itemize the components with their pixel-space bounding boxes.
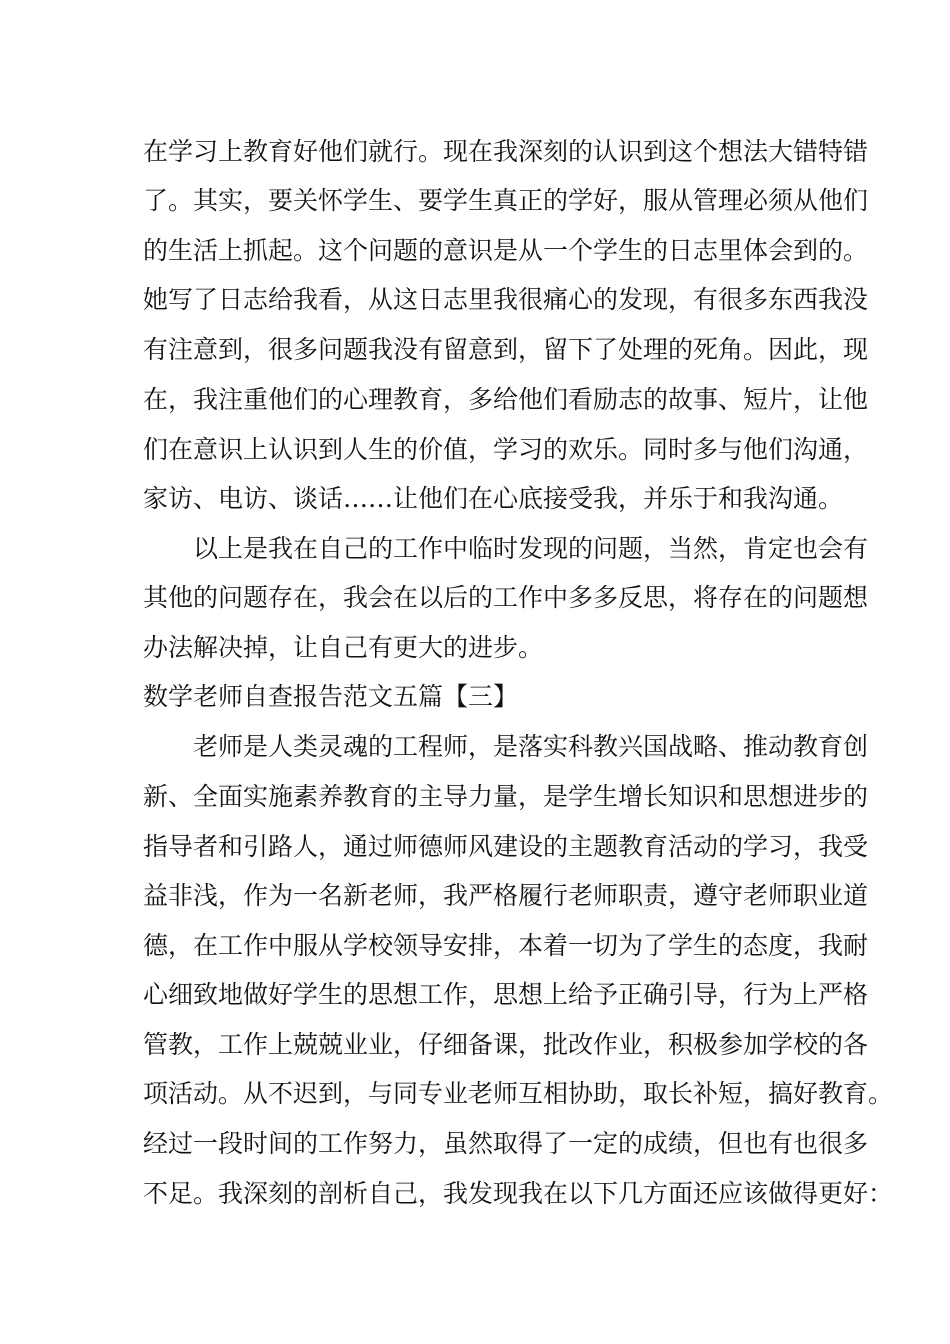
text-line: 了。其实，要关怀学生、要学生真正的学好，服从管理必须从他们 [143, 186, 869, 215]
text-line: 德，在工作中服从学校领导安排，本着一切为了学生的态度，我耐 [143, 931, 869, 960]
text-line: 经过一段时间的工作努力，虽然取得了一定的成绩，但也有也很多 [143, 1129, 869, 1158]
text-line: 新、全面实施素养教育的主导力量，是学生增长知识和思想进步的 [143, 782, 869, 811]
text-line: 项活动。从不迟到，与同专业老师互相协助，取长补短，搞好教育。 [143, 1079, 894, 1108]
text-line: 不足。我深刻的剖析自己，我发现我在以下几方面还应该做得更好： [143, 1179, 894, 1208]
text-line: 办法解决掉，让自己有更大的进步。 [143, 633, 544, 662]
text-line: 她写了日志给我看，从这日志里我很痛心的发现，有很多东西我没 [143, 285, 869, 314]
text-line: 心细致地做好学生的思想工作，思想上给予正确引导，行为上严格 [143, 980, 869, 1009]
section-heading: 数学老师自查报告范文五篇【三】 [143, 682, 519, 711]
text-line: 们在意识上认识到人生的价值，学习的欢乐。同时多与他们沟通， [143, 435, 869, 464]
text-line: 指导者和引路人，通过师德师风建设的主题教育活动的学习，我受 [143, 832, 869, 861]
text-line: 在，我注重他们的心理教育，多给他们看励志的故事、短片，让他 [143, 385, 869, 414]
text-line: 在学习上教育好他们就行。现在我深刻的认识到这个想法大错特错 [143, 137, 869, 166]
text-line: 其他的问题存在，我会在以后的工作中多多反思，将存在的问题想 [143, 583, 869, 612]
text-line: 有注意到，很多问题我没有留意到，留下了处理的死角。因此，现 [143, 335, 869, 364]
text-line: 家访、电访、谈话……让他们在心底接受我，并乐于和我沟通。 [143, 484, 844, 513]
text-line: 益非浅，作为一名新老师，我严格履行老师职责，遵守老师职业道 [143, 881, 869, 910]
text-line: 老师是人类灵魂的工程师，是落实科教兴国战略、推动教育创 [193, 732, 869, 761]
text-line: 的生活上抓起。这个问题的意识是从一个学生的日志里体会到的。 [143, 236, 869, 265]
text-line: 管教，工作上兢兢业业，仔细备课，批改作业，积极参加学校的各 [143, 1030, 869, 1059]
text-line: 以上是我在自己的工作中临时发现的问题，当然，肯定也会有 [193, 534, 869, 563]
